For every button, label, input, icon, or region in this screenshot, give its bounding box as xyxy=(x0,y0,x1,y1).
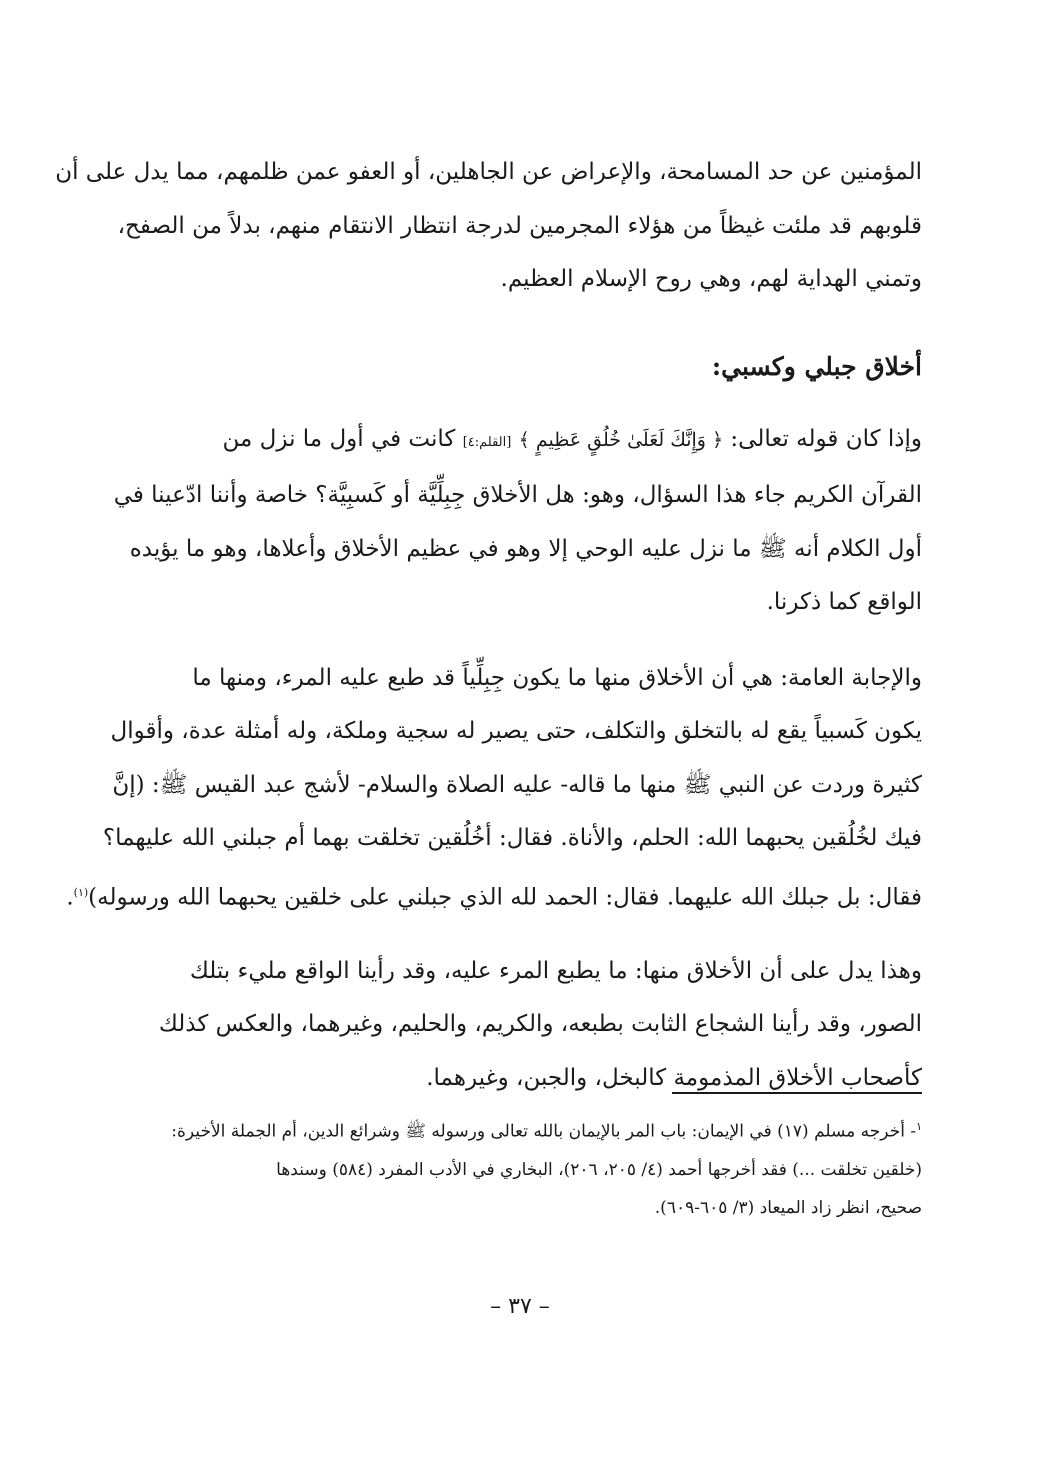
paragraph-line: وتمني الهداية لهم، وهي روح الإسلام العظيم. xyxy=(500,266,922,292)
paragraph-1 xyxy=(55,146,922,307)
quran-verse: ﴿ وَإِنَّكَ لَعَلَىٰ خُلُقٍ عَظِيمٍ ﴾ xyxy=(518,428,724,451)
verse-reference: [القلم:٤] xyxy=(462,434,512,450)
paragraph-text: وإذا كان قوله تعالى: xyxy=(723,425,922,452)
page-number: – ٣٧ – xyxy=(490,1294,550,1319)
paragraph-3 xyxy=(66,652,922,925)
paragraph-text: . xyxy=(66,884,74,911)
footnote-line: صحيح، انظر زاد الميعاد (٣/ ٦٠٥-٦٠٩). xyxy=(654,1197,922,1218)
paragraph-line: يكون كَسبياً يقع له بالتخلق والتكلف، حتى يصير له سجية وملكة، وله أمثلة عدة، وأقوال xyxy=(110,718,922,744)
footnote-line xyxy=(112,1108,922,1151)
paragraph-4 xyxy=(112,945,922,1106)
paragraph-line: الواقع كما ذكرنا. xyxy=(766,589,922,615)
footnote-mark: ١ xyxy=(916,1120,922,1133)
footnote-divider xyxy=(672,1092,922,1094)
paragraph-line: المؤمنين عن حد المسامحة، والإعراض عن الجاهلين، أو العفو عمن ظلمهم، مما يدل على أن xyxy=(55,159,922,185)
paragraph-line: فيك لخُلُقين يحبهما الله: الحلم، والأناة. فقال: أخُلُقين تخلقت بهما أم جبلني الله عليهما؟ xyxy=(102,825,922,851)
footnote-text: - أخرجه مسلم (١٧) في الإيمان: باب المر بالإيمان بالله تعالى ورسوله ﷺ وشرائع الدين، أم الجملة الأخيرة: xyxy=(171,1121,917,1142)
paragraph-line: كأصحاب الأخلاق المذمومة كالبخل، والجبن، وغيرهما. xyxy=(426,1064,922,1091)
footnote-line: (خلقين تخلقت ...) فقد أخرجها أحمد (٤/ ٢٠٥، ٢٠٦)، البخاري في الأدب المفرد (٥٨٤) وسندها xyxy=(276,1159,922,1180)
footnote xyxy=(112,1108,922,1227)
paragraph-line: أول الكلام أنه ﷺ ما نزل عليه الوحي إلا وهو في عظيم الأخلاق وأعلاها، وهو ما يؤيده xyxy=(129,535,922,562)
paragraph-text: كانت في أول ما نزل من xyxy=(222,425,463,452)
paragraph-line: القرآن الكريم جاء هذا السؤال، وهو: هل الأخلاق جِبِلِّيَّة أو كَسبِيَّة؟ خاصة وأننا ادّعينا في xyxy=(113,482,922,508)
paragraph-text: فقال: بل جبلك الله عليهما. فقال: الحمد لله الذي جبلني على خلقين يحبهما الله ورسوله) xyxy=(88,884,922,911)
paragraph-line xyxy=(112,413,922,470)
paragraph-line: قلوبهم قد ملئت غيظاً من هؤلاء المجرمين لدرجة انتظار الانتقام منهم، بدلاً من الصفح، xyxy=(117,212,922,239)
paragraph-line: والإجابة العامة: هي أن الأخلاق منها ما يكون جِبِلِّياً قد طبع عليه المرء، ومنها ما xyxy=(192,664,922,691)
paragraph-line xyxy=(66,866,922,925)
section-heading: أخلاق جبلي وكسبي: xyxy=(711,351,922,381)
footnote-reference[interactable]: (١) xyxy=(73,885,89,899)
paragraph-line: الصور، وقد رأينا الشجاع الثابت بطبعه، والكريم، والحليم، وغيرهما، والعكس كذلك xyxy=(158,1011,922,1038)
paragraph-line: كثيرة وردت عن النبي ﷺ منها ما قاله- عليه الصلاة والسلام- لأشج عبد القيس ﷺ: (إنَّ xyxy=(112,771,922,798)
page-body xyxy=(55,146,922,1105)
paragraph-2 xyxy=(112,413,922,630)
paragraph-line: وهذا يدل على أن الأخلاق منها: ما يطبع المرء عليه، وقد رأينا الواقع مليء بتلك xyxy=(189,957,922,984)
